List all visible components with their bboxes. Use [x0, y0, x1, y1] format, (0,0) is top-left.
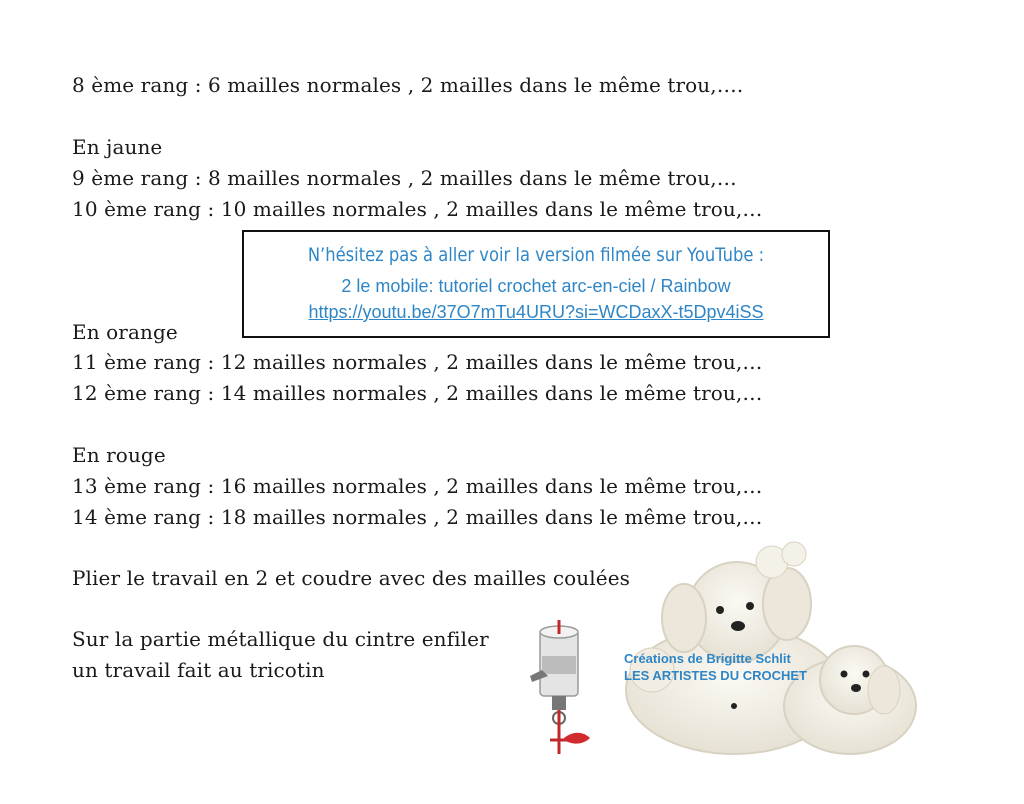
- red-section-heading: En rouge: [72, 443, 166, 467]
- tricotin-icon: [528, 620, 608, 760]
- row-8-instruction: 8 ème rang : 6 mailles normales , 2 mailles dans le même trou,….: [72, 73, 744, 97]
- video-title: 2 le mobile: tutoriel crochet arc-en-ciel / Rainbow: [341, 276, 731, 296]
- row-14-instruction: 14 ème rang : 18 mailles normales , 2 mailles dans le même trou,…: [72, 505, 763, 529]
- orange-section-heading: En orange: [72, 320, 178, 344]
- row-12-instruction: 12 ème rang : 14 mailles normales , 2 mailles dans le même trou,…: [72, 381, 763, 405]
- row-10-instruction: 10 ème rang : 10 mailles normales , 2 mailles dans le même trou,…: [72, 197, 763, 221]
- row-13-instruction: 13 ème rang : 16 mailles normales , 2 mailles dans le même trou,…: [72, 474, 763, 498]
- youtube-info-heading: N’hésitez pas à aller voir la version filmée sur YouTube :: [307, 244, 765, 266]
- metal-part-instruction-line2: un travail fait au tricotin: [72, 658, 325, 682]
- youtube-info-box: [242, 230, 830, 338]
- fold-instruction: Plier le travail en 2 et coudre avec des mailles coulées: [72, 566, 631, 590]
- yellow-section-heading: En jaune: [72, 135, 163, 159]
- youtube-link[interactable]: https://youtu.be/37O7mTu4URU?si=WCDaxX-t5Dpv4iSS: [308, 302, 764, 322]
- credit-line-1: Créations de Brigitte Schlit: [624, 651, 791, 666]
- credit-line-2: LES ARTISTES DU CROCHET: [624, 668, 807, 683]
- metal-part-instruction-line1: Sur la partie métallique du cintre enfiler: [72, 627, 489, 651]
- row-9-instruction: 9 ème rang : 8 mailles normales , 2 mailles dans le même trou,…: [72, 166, 737, 190]
- row-11-instruction: 11 ème rang : 12 mailles normales , 2 mailles dans le même trou,…: [72, 350, 763, 374]
